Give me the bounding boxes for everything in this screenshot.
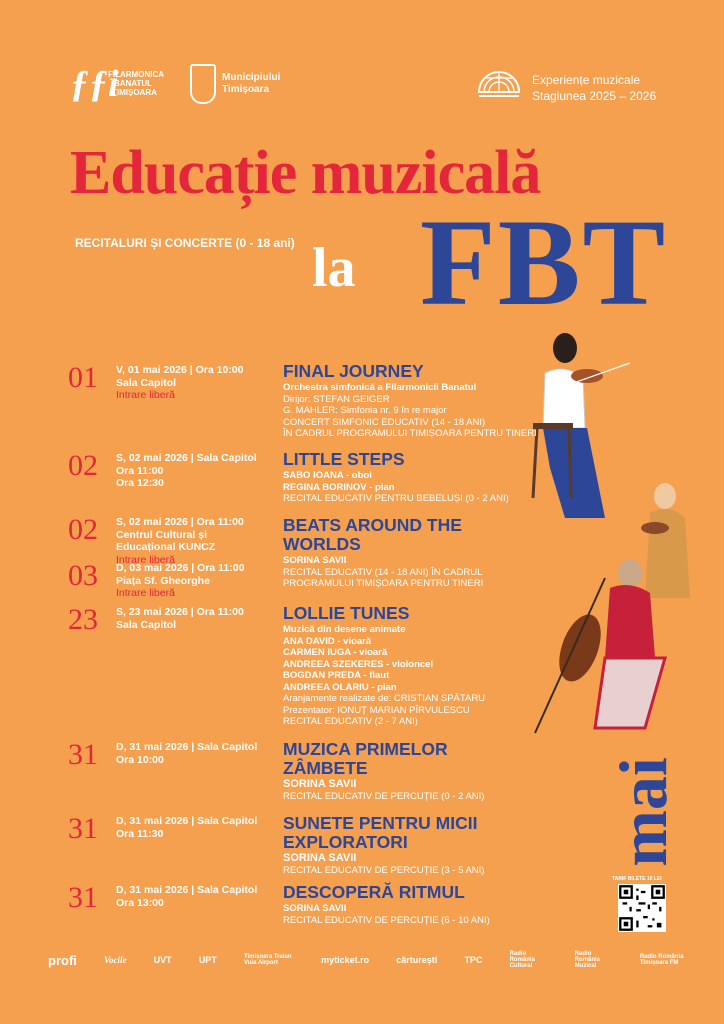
- event-line: Muzică din desene animate: [283, 624, 406, 635]
- sponsor-logo: UVT: [153, 955, 172, 965]
- event-day: 02: [68, 513, 98, 546]
- event-day: 23: [68, 603, 98, 636]
- sponsor-logo: profi: [48, 952, 77, 968]
- event-day: 31: [68, 812, 98, 845]
- event-time: Ora 10:00: [116, 753, 164, 766]
- event-time: Ora 11:30: [116, 827, 164, 840]
- event-lines: [283, 382, 543, 440]
- sponsor-logo: Radio România Cultural: [509, 951, 535, 969]
- event-title: LOLLIE TUNES: [283, 603, 410, 623]
- event-time: Ora 13:00: [116, 896, 164, 909]
- event-date: V, 01 mai 2026 | Ora 10:00: [116, 364, 244, 376]
- event-line: RECITAL EDUCATIV (14 - 18 ANI) ÎN CADRUL: [283, 566, 483, 578]
- event-meta: [116, 606, 244, 631]
- season-line: Experiențe muzicale: [532, 73, 641, 87]
- event-line: SABO IOANA - oboi: [283, 470, 372, 481]
- event-details: [283, 450, 543, 505]
- event-title: DESCOPERĂ RITMUL: [283, 882, 465, 902]
- free-entry-label: Intrare liberă: [116, 553, 175, 566]
- municipality-line: Timișoara: [222, 84, 270, 95]
- event-line: SORINA SAVII: [283, 778, 357, 790]
- sponsor-logo: cărturești: [396, 955, 438, 965]
- fbt-logo-text: [108, 70, 164, 97]
- event-title: MUZICA PRIMELOR ZÂMBETE: [283, 739, 448, 778]
- event-line: SORINA SAVII: [283, 903, 347, 914]
- event-date: S, 23 mai 2026 | Ora 11:00: [116, 606, 244, 618]
- event-day: 03: [68, 559, 98, 592]
- sponsor-logo: Radio România Timișoara FM: [639, 954, 684, 966]
- event-day: 31: [68, 881, 98, 914]
- event-venue: Educațional KUNCZ: [116, 541, 216, 553]
- event-meta: [116, 815, 257, 840]
- event-title: LITTLE STEPS: [283, 449, 405, 469]
- event-line: G. MAHLER: Simfonia nr. 9 în re major: [283, 405, 447, 416]
- sponsor-logo: Radio România Muzical: [574, 951, 601, 969]
- event-details: [283, 883, 523, 926]
- event-lines: [283, 903, 523, 926]
- event-details: [283, 740, 523, 802]
- event-lines: [283, 624, 543, 728]
- event-venue: Sala Capitol: [116, 618, 177, 631]
- event-lines: [283, 779, 523, 802]
- violinist-figure: [533, 333, 630, 518]
- sponsor-logo: myticket.ro: [321, 955, 370, 965]
- event-line: Aranjamente realizate de: CRISTIAN SPĂTARU: [283, 693, 486, 704]
- event-line: ÎN CADRUL PROGRAMULUI TIMIȘOARA PENTRU TINERI: [283, 428, 537, 439]
- event-date: D, 31 mai 2026 | Sala Capitol: [116, 884, 258, 896]
- concert-hall-icon: [476, 62, 522, 108]
- season-text: [532, 72, 656, 104]
- sponsor-bar: [48, 944, 688, 976]
- municipality-logo: [190, 62, 300, 112]
- event-line: ANDREEA SZEKERES - violoncel: [283, 658, 434, 670]
- month-text: mai: [604, 757, 681, 867]
- event-details: [283, 604, 543, 728]
- municipality-text: [222, 72, 280, 96]
- event-day: 02: [68, 449, 98, 482]
- title-fbt: FBT: [420, 194, 668, 331]
- event-line: CONCERT SIMFONIC EDUCATIV (14 - 18 ANI): [283, 416, 486, 428]
- event-venue: Centrul Cultural și: [116, 528, 208, 541]
- event-meta: [116, 364, 243, 402]
- sponsor-logo: UPT: [198, 955, 217, 965]
- title-la: la: [312, 237, 356, 299]
- event-lines: [283, 853, 523, 876]
- event-line: ANDREEA OLARIU - pian: [283, 681, 397, 693]
- event-details: [283, 362, 543, 440]
- season-line: Stagiunea 2025 – 2026: [532, 89, 657, 103]
- viola-player-figure: [641, 483, 690, 598]
- event-line: RECITAL EDUCATIV DE PERCUȚIE (3 - 5 ANI): [283, 864, 485, 876]
- qr-code[interactable]: [618, 884, 666, 932]
- event-line: CARMEN IUGA - vioară: [283, 647, 388, 658]
- event-line: ANA DAVID - vioară: [283, 635, 372, 647]
- cellist-figure: [535, 559, 665, 733]
- event-venue: Piața Sf. Gheorghe: [116, 574, 210, 587]
- title-main: Educație muzicală: [70, 139, 541, 207]
- event-line: BOGDAN PREDA - flaut: [283, 670, 390, 681]
- event-lines: [283, 470, 543, 505]
- event-details: [283, 516, 498, 590]
- event-date: D, 31 mai 2026 | Sala Capitol: [116, 815, 258, 827]
- crest-icon: [190, 64, 216, 104]
- season-logo: [476, 62, 706, 112]
- event-line: PROGRAMULUI TIMIȘOARA PENTRU TINERI: [283, 578, 484, 589]
- event-line: REGINA BORINOV - pian: [283, 481, 395, 493]
- title-subtitle: RECITALURI ȘI CONCERTE (0 - 18 ani): [75, 236, 295, 250]
- event-line: Orchestra simfonică a Filarmonicii Banatul: [283, 382, 477, 393]
- free-entry-label: Intrare liberă: [116, 389, 175, 401]
- sponsor-logo: TPC: [464, 955, 483, 965]
- event-meta: [116, 741, 257, 766]
- free-entry-label: Intrare liberă: [116, 587, 175, 599]
- event-date: S, 02 mai 2026 | Sala Capitol: [116, 452, 257, 464]
- month-label: [604, 742, 681, 882]
- event-time: Ora 11:00: [116, 464, 164, 477]
- event-meta: [116, 884, 257, 909]
- event-line: RECITAL EDUCATIV DE PERCUȚIE (6 - 10 ANI): [283, 914, 490, 926]
- event-line: SORINA SAVII: [283, 852, 357, 864]
- fbt-logo: [70, 62, 188, 112]
- event-date: S, 02 mai 2026 | Ora 11:00: [116, 516, 244, 528]
- fbt-logo-line: BANATUL: [114, 79, 153, 88]
- event-meta: [116, 516, 244, 566]
- event-meta: [116, 562, 244, 600]
- event-line: Prezentator: IONUȚ MARIAN PÎRVULESCU: [283, 704, 470, 716]
- municipality-line: Municipiului: [222, 72, 281, 83]
- event-date: D, 03 mai 2026 | Ora 11:00: [116, 562, 245, 574]
- fbt-logo-mark: ƒƒi: [70, 63, 119, 105]
- event-title: BEATS AROUND THE WORLDS: [283, 515, 462, 554]
- event-line: RECITAL EDUCATIV DE PERCUȚIE (0 - 2 ANI): [283, 790, 485, 802]
- event-line: RECITAL EDUCATIV (2 - 7 ANI): [283, 716, 418, 727]
- event-time: Ora 12:30: [116, 477, 164, 489]
- event-title: SUNETE PENTRU MICII EXPLORATORI: [283, 813, 478, 852]
- event-line: RECITAL EDUCATIV PENTRU BEBELUȘI (0 - 2 ANI): [283, 493, 509, 504]
- fbt-logo-line: TIMIȘOARA: [112, 88, 157, 97]
- event-date: D, 31 mai 2026 | Sala Capitol: [116, 741, 258, 753]
- fbt-logo-line: FILARMONICA: [108, 70, 164, 79]
- event-lines: [283, 555, 498, 590]
- qr-label: TARIF BILETE 10 LEI: [612, 876, 662, 882]
- event-day: 01: [68, 361, 98, 394]
- event-line: SORINA SAVII: [283, 555, 347, 566]
- sponsor-logo: Vocile: [104, 955, 127, 965]
- sponsor-logo: Timișoara Traian Vuia Airport: [243, 954, 292, 966]
- event-line: Dirijor: STEFAN GEIGER: [283, 393, 390, 405]
- event-title: FINAL JOURNEY: [283, 361, 424, 381]
- event-meta: [116, 452, 257, 490]
- event-day: 31: [68, 738, 98, 771]
- event-venue: Sala Capitol: [116, 376, 177, 389]
- event-details: [283, 814, 523, 876]
